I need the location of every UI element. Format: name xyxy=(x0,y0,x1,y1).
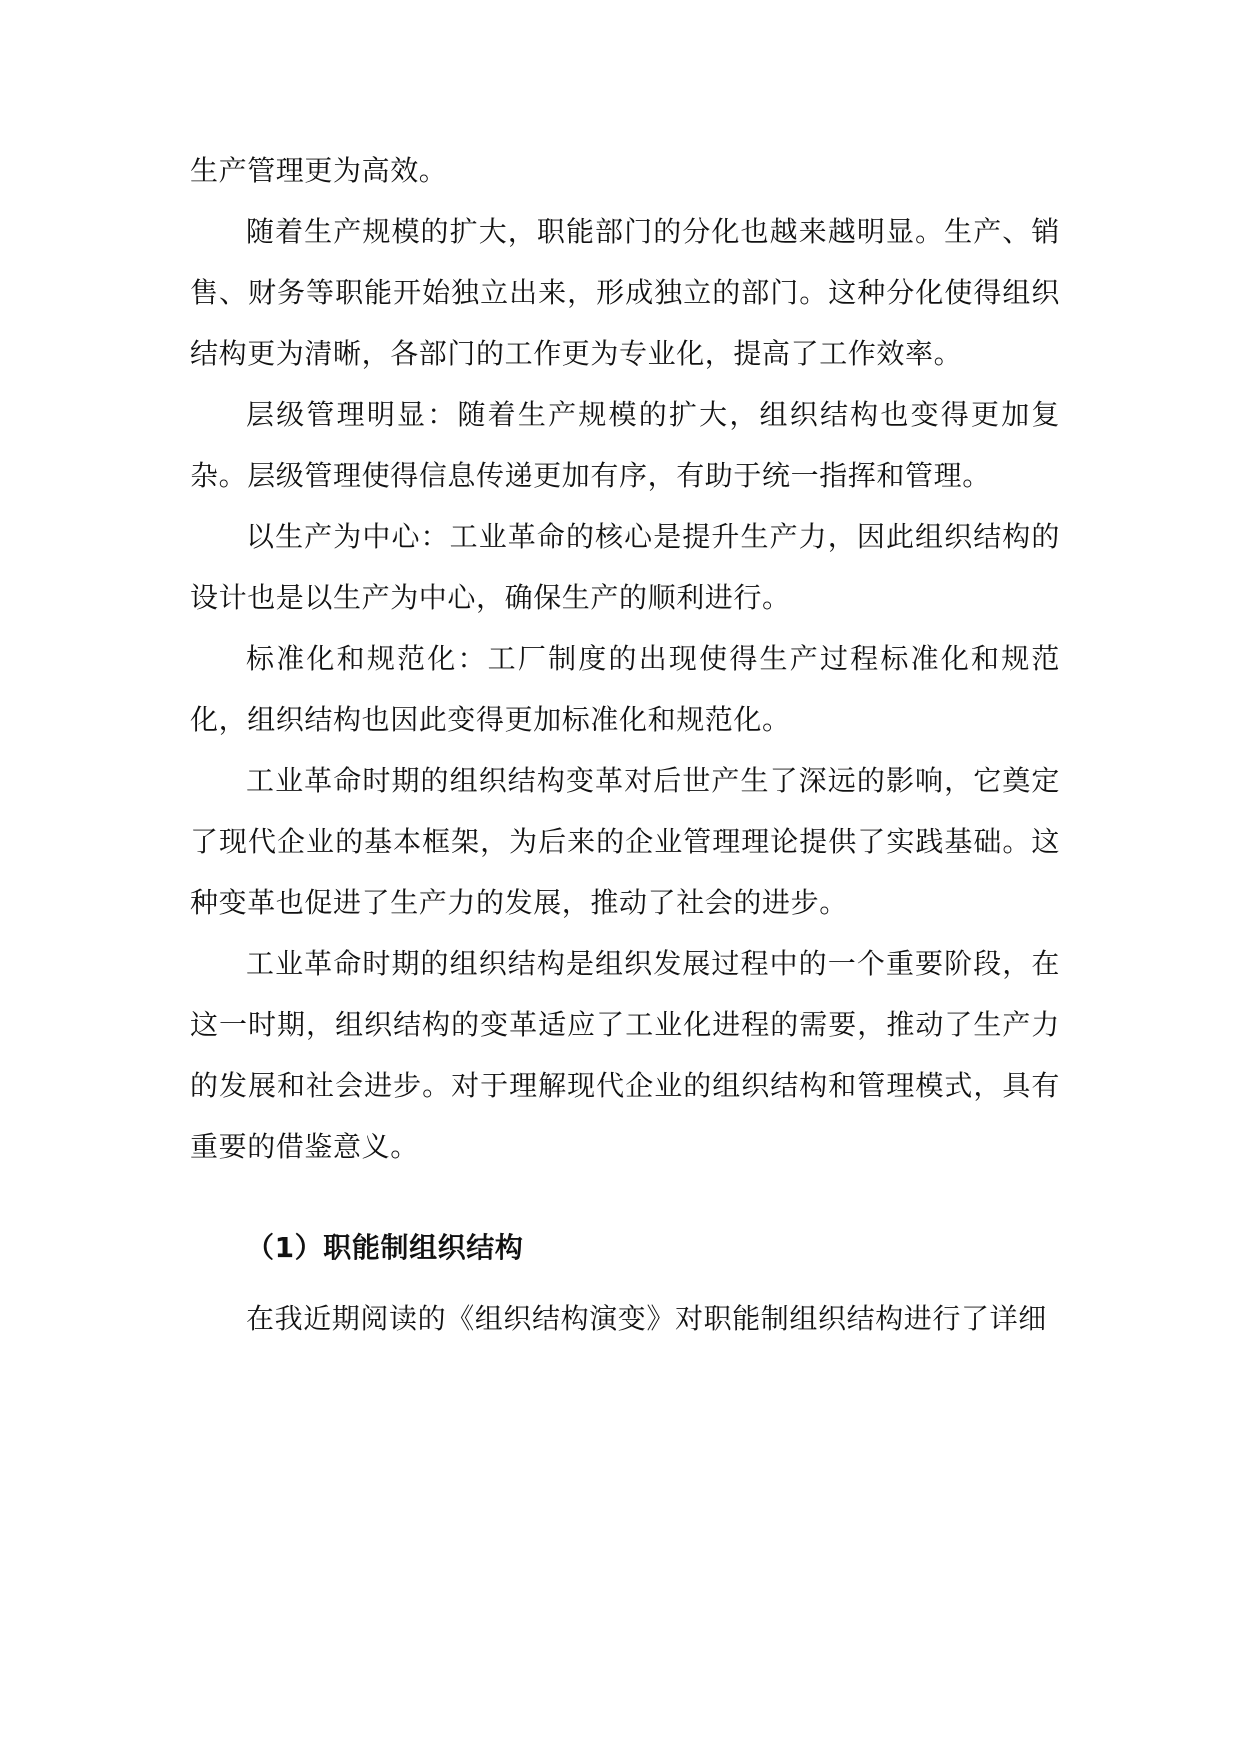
paragraph-continuation: 生产管理更为高效。 xyxy=(190,154,448,187)
paragraph-production-centered: 以生产为中心：工业革命的核心是提升生产力，因此组织结构的设计也是以生产为中心，确保生产的顺利进行。 xyxy=(190,520,1060,614)
paragraph-hierarchy: 层级管理明显：随着生产规模的扩大，组织结构也变得更加复杂。层级管理使得信息传递更加有序，有助于统一指挥和管理。 xyxy=(190,398,1060,492)
section-heading: （1）职能制组织结构 xyxy=(246,1231,524,1264)
paragraph-standardization: 标准化和规范化：工厂制度的出现使得生产过程标准化和规范化，组织结构也因此变得更加标准化和规范化。 xyxy=(190,642,1060,736)
paragraph-influence: 工业革命时期的组织结构变革对后世产生了深远的影响，它奠定了现代企业的基本框架，为后来的企业管理理论提供了实践基础。这种变革也促进了生产力的发展，推动了社会的进步。 xyxy=(190,764,1060,919)
body-text xyxy=(190,140,1060,1349)
paragraph-summary: 工业革命时期的组织结构是组织发展过程中的一个重要阶段，在这一时期，组织结构的变革适应了工业化进程的需要，推动了生产力的发展和社会进步。对于理解现代企业的组织结构和管理模式，具有重要的借鉴意义。 xyxy=(190,947,1060,1163)
paragraph-functional-structure-intro: 在我近期阅读的《组织结构演变》对职能制组织结构进行了详细 xyxy=(246,1302,1047,1335)
paragraph-department-specialization: 随着生产规模的扩大，职能部门的分化也越来越明显。生产、销售、财务等职能开始独立出来，形成独立的部门。这种分化使得组织结构更为清晰，各部门的工作更为专业化，提高了工作效率。 xyxy=(190,215,1060,370)
